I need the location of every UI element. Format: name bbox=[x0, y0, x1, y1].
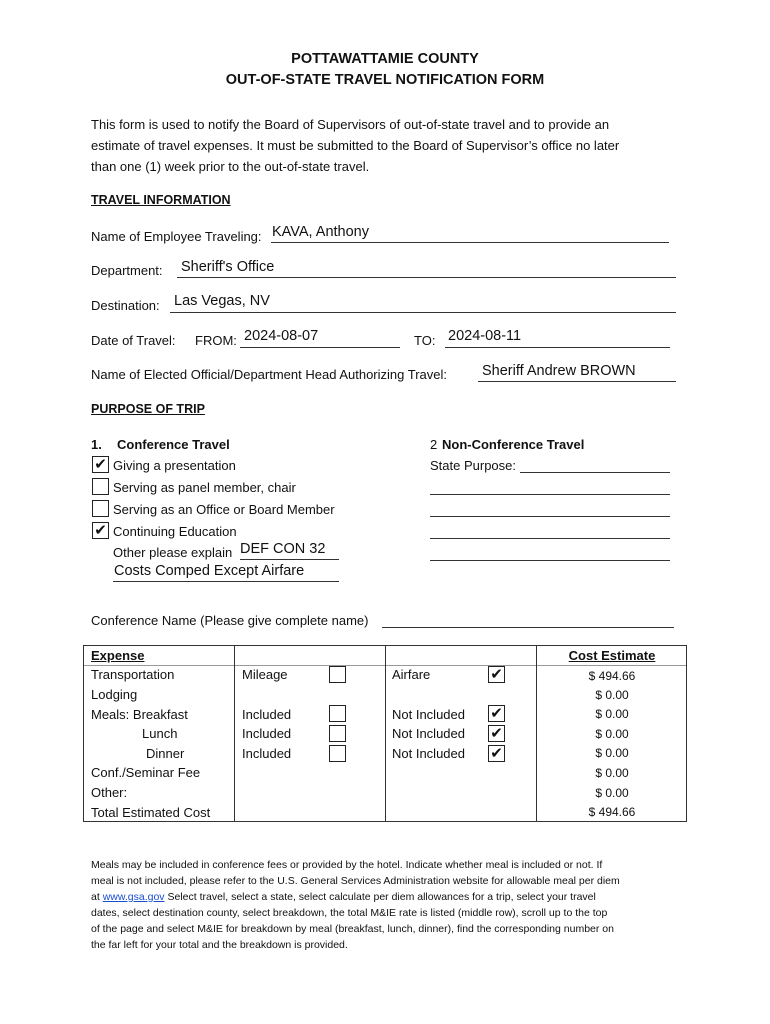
to-line bbox=[445, 347, 670, 348]
board-member-checkbox[interactable] bbox=[92, 500, 109, 517]
footnote-line-3 bbox=[91, 889, 691, 905]
to-date-field[interactable]: 2024-08-11 bbox=[448, 328, 522, 344]
official-label: Name of Elected Official/Department Head Authorizing Travel: bbox=[91, 367, 447, 382]
conference-fee-cost[interactable]: $ 0.00 bbox=[595, 766, 629, 780]
employee-line bbox=[271, 242, 669, 243]
travel-info-heading: TRAVEL INFORMATION bbox=[91, 193, 231, 207]
transportation-cost[interactable]: $ 494.66 bbox=[588, 669, 636, 683]
check-mark-icon: ✔ bbox=[490, 725, 503, 742]
from-date-field[interactable]: 2024-08-07 bbox=[244, 328, 319, 344]
intro-line-1: This form is used to notify the Board of Supervisors of out-of-state travel and to provide an bbox=[91, 117, 610, 132]
panel-member-label: Serving as panel member, chair bbox=[113, 480, 296, 495]
state-purpose-line-2[interactable] bbox=[430, 494, 670, 495]
state-purpose-line-5[interactable] bbox=[430, 560, 670, 561]
continuing-education-checkbox[interactable] bbox=[92, 522, 109, 539]
dinner-not-included-checkbox[interactable] bbox=[488, 745, 505, 762]
intro-line-3: than one (1) week prior to the out-of-state travel. bbox=[91, 159, 370, 174]
to-label: TO: bbox=[414, 333, 436, 348]
purpose-heading: PURPOSE OF TRIP bbox=[91, 402, 205, 416]
presentation-checkbox[interactable] bbox=[92, 456, 109, 473]
breakfast-cost[interactable]: $ 0.00 bbox=[595, 707, 629, 721]
lunch-included-checkbox[interactable] bbox=[329, 725, 346, 742]
destination-label: Destination: bbox=[91, 298, 160, 313]
state-purpose-label: State Purpose: bbox=[430, 458, 516, 473]
footnote-instructions: Select travel, select a state, select calculate per diem allowances for a trip, select your travel bbox=[164, 891, 596, 903]
official-field[interactable]: Sheriff Andrew BROWN bbox=[482, 363, 636, 379]
check-mark-icon: ✔ bbox=[94, 522, 107, 539]
intro-line-2: estimate of travel expenses. It must be submitted to the Board of Supervisor’s office no later bbox=[91, 138, 620, 153]
destination-field[interactable]: Las Vegas, NV bbox=[174, 293, 270, 309]
conference-travel-title: Conference Travel bbox=[117, 437, 230, 452]
continuing-education-label: Continuing Education bbox=[113, 524, 237, 539]
form-title: OUT-OF-STATE TRAVEL NOTIFICATION FORM bbox=[225, 72, 545, 88]
breakfast-not-included-label: Not Included bbox=[392, 707, 465, 722]
cost-estimate-header: Cost Estimate bbox=[568, 648, 656, 663]
check-mark-icon: ✔ bbox=[490, 745, 503, 762]
other-cost[interactable]: $ 0.00 bbox=[595, 786, 629, 800]
table-row-label: Total Estimated Cost bbox=[91, 805, 211, 820]
non-conference-number: 2 bbox=[430, 437, 438, 452]
non-conference-title: Non-Conference Travel bbox=[442, 437, 585, 452]
lunch-not-included-label: Not Included bbox=[392, 726, 465, 741]
lunch-not-included-checkbox[interactable] bbox=[488, 725, 505, 742]
date-label: Date of Travel: bbox=[91, 333, 176, 348]
table-row-label: Conf./Seminar Fee bbox=[91, 765, 201, 780]
footnote-line-5: of the page and select M&IE for breakdown by meal (breakfast, lunch, dinner), find the corresponding number on bbox=[91, 923, 614, 935]
dinner-included-checkbox[interactable] bbox=[329, 745, 346, 762]
total-cost[interactable]: $ 494.66 bbox=[588, 805, 636, 819]
state-purpose-line-4[interactable] bbox=[430, 538, 670, 539]
employee-field[interactable]: KAVA, Anthony bbox=[272, 224, 369, 240]
from-label: FROM: bbox=[195, 333, 237, 348]
table-row-label: Meals: Breakfast bbox=[91, 707, 188, 722]
other-line-1 bbox=[240, 559, 339, 560]
lunch-cost[interactable]: $ 0.00 bbox=[595, 727, 629, 741]
footnote-line-4: dates, select destination county, select breakdown, the total M&IE rate is listed (middle row), scroll up to the top bbox=[91, 907, 608, 919]
check-mark-icon: ✔ bbox=[490, 666, 503, 683]
footnote-line-1: Meals may be included in conference fees or provided by the hotel. Indicate whether meal is included or not. If bbox=[91, 859, 603, 871]
destination-line bbox=[170, 312, 676, 313]
state-purpose-line-3[interactable] bbox=[430, 516, 670, 517]
table-row-label: Lunch bbox=[142, 726, 178, 741]
footnote-prefix: at bbox=[91, 891, 103, 903]
lunch-included-label: Included bbox=[242, 726, 292, 741]
airfare-checkbox[interactable] bbox=[488, 666, 505, 683]
table-divider-1 bbox=[234, 645, 235, 822]
breakfast-not-included-checkbox[interactable] bbox=[488, 705, 505, 722]
table-row-label: Other: bbox=[91, 785, 128, 800]
mileage-label: Mileage bbox=[242, 667, 288, 682]
gsa-link[interactable]: www.gsa.gov bbox=[102, 891, 165, 903]
conference-name-label: Conference Name (Please give complete name) bbox=[91, 613, 369, 628]
employee-label: Name of Employee Traveling: bbox=[91, 229, 262, 244]
other-explain-label: Other please explain bbox=[113, 545, 233, 560]
conference-name-line[interactable] bbox=[382, 627, 674, 628]
board-member-label: Serving as an Office or Board Member bbox=[113, 502, 335, 517]
department-line bbox=[177, 277, 676, 278]
footnote-line-6: the far left for your total and the breakdown is provided. bbox=[91, 939, 348, 951]
lodging-cost[interactable]: $ 0.00 bbox=[595, 688, 629, 702]
table-divider-2 bbox=[385, 645, 386, 822]
table-border-left bbox=[83, 645, 84, 822]
panel-member-checkbox[interactable] bbox=[92, 478, 109, 495]
state-purpose-line-1[interactable] bbox=[520, 472, 670, 473]
from-line bbox=[240, 347, 400, 348]
airfare-label: Airfare bbox=[392, 667, 431, 682]
dinner-cost[interactable]: $ 0.00 bbox=[595, 746, 629, 760]
check-mark-icon: ✔ bbox=[94, 456, 107, 473]
table-row-label: Transportation bbox=[91, 667, 175, 682]
conference-number: 1. bbox=[91, 437, 102, 452]
department-label: Department: bbox=[91, 263, 163, 278]
breakfast-included-label: Included bbox=[242, 707, 292, 722]
department-field[interactable]: Sheriff's Office bbox=[181, 259, 275, 275]
table-row-label: Lodging bbox=[91, 687, 138, 702]
presentation-label: Giving a presentation bbox=[113, 458, 236, 473]
dinner-not-included-label: Not Included bbox=[392, 746, 465, 761]
check-mark-icon: ✔ bbox=[490, 705, 503, 722]
other-line-2 bbox=[113, 581, 339, 582]
expense-header: Expense bbox=[91, 648, 145, 663]
breakfast-included-checkbox[interactable] bbox=[329, 705, 346, 722]
other-explain-field-2[interactable]: Costs Comped Except Airfare bbox=[114, 563, 305, 579]
dinner-included-label: Included bbox=[242, 746, 292, 761]
other-explain-field[interactable]: DEF CON 32 bbox=[240, 541, 326, 557]
official-line bbox=[478, 381, 676, 382]
county-title: POTTAWATTAMIE COUNTY bbox=[291, 51, 479, 67]
mileage-checkbox[interactable] bbox=[329, 666, 346, 683]
footnote-line-2: meal is not included, please refer to the U.S. General Services Administration website for allowable meal per diem bbox=[91, 875, 620, 887]
table-row-label: Dinner bbox=[146, 746, 185, 761]
